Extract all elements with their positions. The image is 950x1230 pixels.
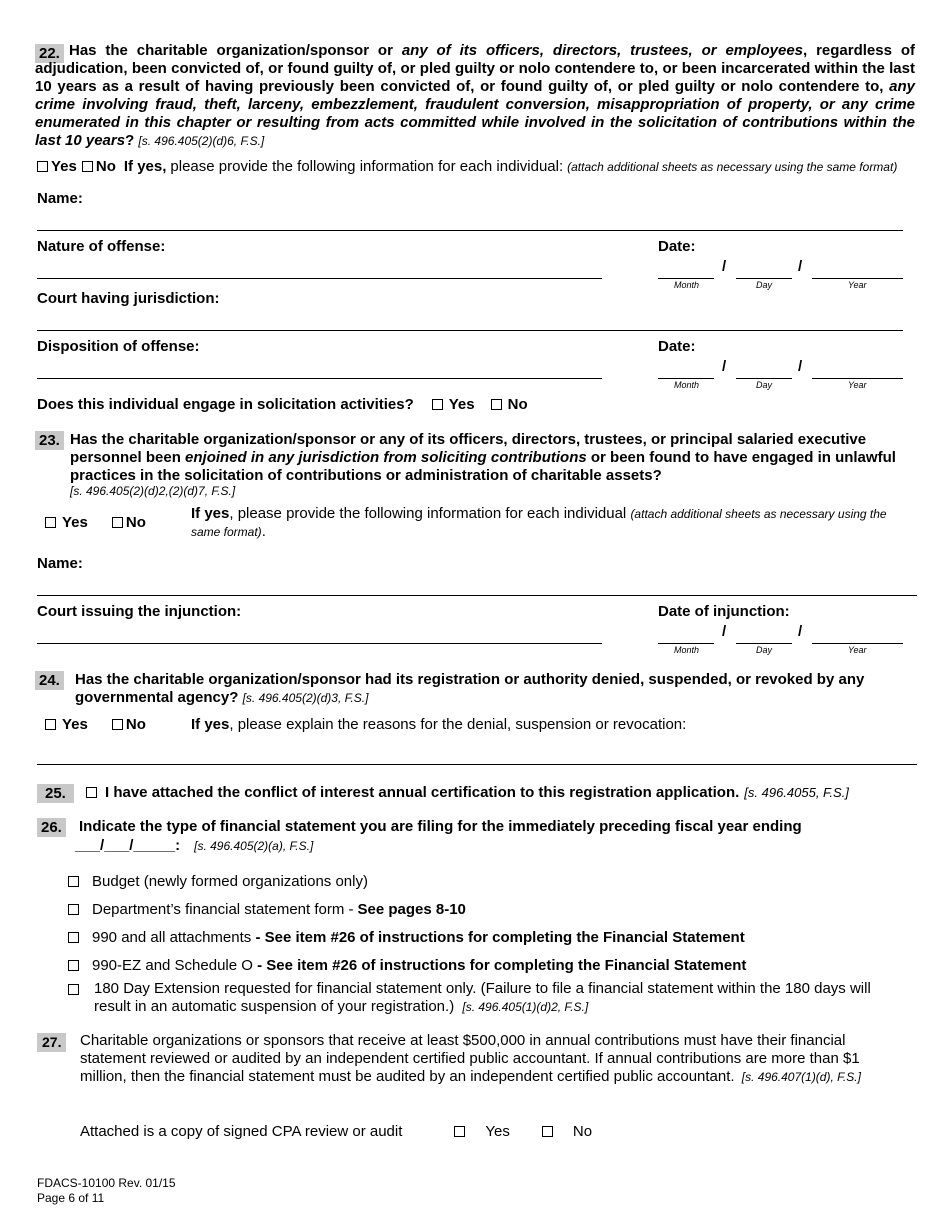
q23-court-line[interactable]: [37, 643, 602, 644]
q22-ifyes-bold: If yes,: [123, 158, 167, 175]
q22-yes-label: Yes: [51, 158, 77, 175]
q26-option-extension: 180 Day Extension requested for financial statement only. (Failure to file a financial statement within the 180 days will result in an automatic suspension of your registration.) [s. 496.405(1)(d)2, F.S.]: [94, 980, 871, 1015]
q22-solicit-no-checkbox[interactable]: [491, 399, 502, 410]
q22-name-label: Name:: [37, 190, 83, 207]
q23-name-line[interactable]: [37, 595, 917, 596]
q23-number: 23.: [35, 431, 64, 450]
q22-number: 22.: [35, 44, 64, 63]
q23-question: Has the charitable organization/sponsor or any of its officers, directors, trustees, or principal salaried executive personnel been enjoined in any jurisdiction from soliciting contributions or been found to have engaged in unlawful practices in the solicitation of contributions or administration of charitable assets?: [70, 431, 896, 484]
q22-date-label: Date:: [658, 238, 696, 255]
q26-option-department: Department’s financial statement form - See pages 8-10: [68, 901, 466, 918]
q24-explain-line[interactable]: [37, 764, 917, 765]
q27-cpa-row: Attached is a copy of signed CPA review or audit Yes No: [80, 1123, 593, 1140]
q22-court-line[interactable]: [37, 330, 903, 331]
q22-ifyes-text: please provide the following information for each individual:: [170, 158, 564, 175]
q26-option-department-checkbox[interactable]: [68, 904, 79, 915]
q23-ifyes: If yes, please provide the following information for each individual (attach additional sheets as necessary using the same format).: [191, 505, 887, 540]
q22-name-line[interactable]: [37, 230, 903, 231]
q22-ifyes-note: (attach additional sheets as necessary using the same format): [567, 159, 898, 174]
q25-number: 25.: [37, 784, 74, 803]
q22-court-label: Court having jurisdiction:: [37, 290, 220, 307]
q22-yes-no-row: [37, 158, 927, 175]
q23-yes-checkbox[interactable]: [45, 517, 56, 528]
form-id: FDACS-10100 Rev. 01/15: [37, 1176, 176, 1190]
q26-option-budget-checkbox[interactable]: [68, 876, 79, 887]
q26-question: Indicate the type of financial statement you are filing for the immediately preceding fiscal year ending: [79, 818, 802, 835]
q23-name-label: Name:: [37, 555, 83, 572]
q26-option-990ez-checkbox[interactable]: [68, 960, 79, 971]
q25-statement: I have attached the conflict of interest annual certification to this registration application. [s. 496.4055, F.S.]: [86, 784, 849, 801]
q27-no-checkbox[interactable]: [542, 1126, 553, 1137]
q26-option-990-checkbox[interactable]: [68, 932, 79, 943]
q24-ifyes: If yes, please explain the reasons for the denial, suspension or revocation:: [191, 716, 687, 733]
q26-date-row: ___/___/_____: [s. 496.405(2)(a), F.S.]: [75, 837, 314, 854]
page-footer: [37, 1176, 176, 1206]
q22-disposition-line[interactable]: [37, 378, 602, 379]
q27-text: Charitable organizations or sponsors that receive at least $500,000 in annual contributions must have their financial statement reviewed or audited by an independent certified public accountant. If annual contributions are more than $1 million, then the financial statement must be audited by an independent certified public accountant. [s. 496.407(1)(d), F.S.]: [80, 1032, 861, 1085]
q23-court-label: Court issuing the injunction:: [37, 603, 242, 620]
q24-number: 24.: [35, 671, 64, 690]
q24-yes-no: Yes No: [45, 716, 146, 733]
q22-date2-label: Date:: [658, 338, 696, 355]
q26-option-990ez: 990-EZ and Schedule O - See item #26 of instructions for completing the Financial Statement: [68, 957, 746, 974]
q27-cpa-label: Attached is a copy of signed CPA review or audit: [80, 1123, 403, 1140]
q25-checkbox[interactable]: [86, 787, 97, 798]
q26-option-budget: Budget (newly formed organizations only): [68, 873, 368, 890]
q26-option-990: 990 and all attachments - See item #26 of instructions for completing the Financial Statement: [68, 929, 745, 946]
q22-disposition-label: Disposition of offense:: [37, 338, 200, 355]
q27-yes-checkbox[interactable]: [454, 1126, 465, 1137]
q22-no-checkbox[interactable]: [82, 161, 93, 172]
q24-yes-checkbox[interactable]: [45, 719, 56, 730]
page-number: Page 6 of 11: [37, 1191, 105, 1205]
q26-number: 26.: [37, 818, 66, 837]
q27-number: 27.: [37, 1033, 66, 1052]
q26-date-blank[interactable]: ___/___/_____:: [75, 837, 181, 854]
q22-solicit-yes-checkbox[interactable]: [432, 399, 443, 410]
q22-nature-label: Nature of offense:: [37, 238, 166, 255]
q23-citation: [s. 496.405(2)(d)2,(2)(d)7, F.S.]: [70, 484, 236, 498]
q26-option-extension-checkbox[interactable]: [68, 984, 79, 995]
q24-no-checkbox[interactable]: [112, 719, 123, 730]
q22-no-label: No: [95, 158, 116, 175]
q23-date-label: Date of injunction:: [658, 603, 790, 620]
q22-nature-line[interactable]: [37, 278, 602, 279]
q22-solicit-row: Does this individual engage in solicitation activities? Yes No: [37, 396, 528, 413]
q23-yes-no: Yes No: [45, 514, 146, 531]
q22-yes-checkbox[interactable]: [37, 161, 48, 172]
q22-citation: [s. 496.405(2)(d)6, F.S.]: [138, 134, 265, 148]
q22-question: Has the charitable organization/sponsor or any of its officers, directors, trustees, or employees, regardless of adjudication, been convicted of, or found guilty of, or pled guilty or nolo contendere to, or been incarcerated within the last 10 years as a result of having previously been convicted of, or found guilty of, or pled guilty or nolo contendere to, any crime involving fraud, theft, larceny, embezzlement, fraudulent conversion, misappropriation of property, or any crime enumerated in this chapter or resulting from acts committed while involved in the solicitation of contributions within the last 10 years? [s. 496.405(2)(d)6, F.S.]: [35, 42, 915, 149]
q23-no-checkbox[interactable]: [112, 517, 123, 528]
q24-question: Has the charitable organization/sponsor had its registration or authority denied, suspended, or revoked by any governmental agency? [s. 496.405(2)(d)3, F.S.]: [75, 671, 865, 706]
q22-solicit-question: Does this individual engage in solicitation activities?: [37, 396, 414, 413]
